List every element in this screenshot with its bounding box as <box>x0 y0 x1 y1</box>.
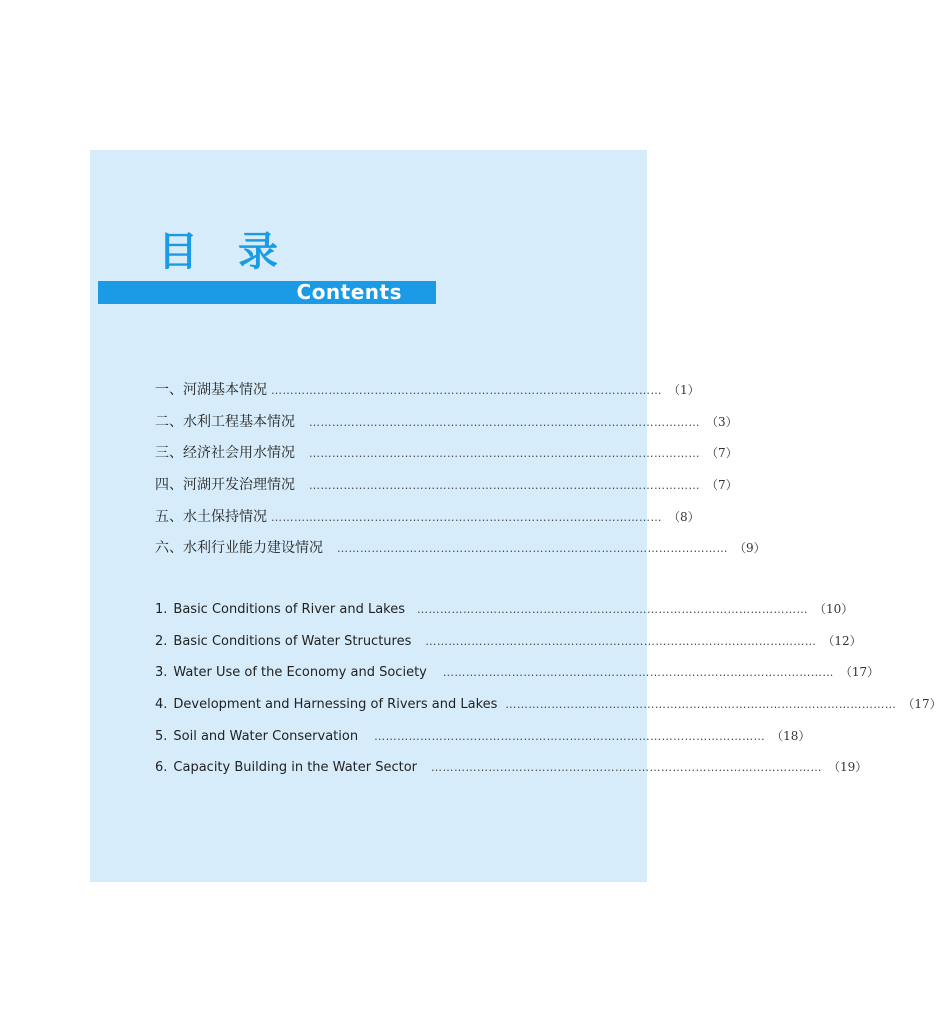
toc-entry-page: （8） <box>668 509 700 524</box>
toc-entry-number: 1. <box>155 602 168 617</box>
toc-entry[interactable] <box>155 662 880 694</box>
toc-entry-label: Soil and Water Conservation <box>173 728 359 744</box>
toc-entry[interactable] <box>155 599 854 631</box>
page-title-english: Contents <box>296 280 402 304</box>
toc-entry[interactable] <box>155 412 738 444</box>
toc-entry-label: 五、水土保持情况 <box>155 508 267 525</box>
toc-entry-label: Development and Harnessing of Rivers and Lakes <box>173 697 498 713</box>
toc-entry-page: （17） <box>839 665 880 680</box>
toc-entry-number: 6. <box>155 760 168 776</box>
toc-entry-label: 六、水利行业能力建设情况 <box>155 540 323 557</box>
toc-entry-page: （1） <box>668 383 700 397</box>
dot-leader: ………………………………………………………………………………………… <box>442 666 834 680</box>
dot-leader: ………………………………………………………………………………………… <box>425 634 817 648</box>
toc-entry-page: （3） <box>706 414 738 429</box>
toc-entry-number: 5. <box>155 728 168 744</box>
dot-leader: ………………………………………………………………………………………… <box>309 415 700 429</box>
dot-leader: ………………………………………………………………………………………… <box>417 603 809 616</box>
dot-leader: ………………………………………………………………………………………… <box>309 479 700 493</box>
toc-entry-label: Basic Conditions of Water Structures <box>173 633 412 649</box>
toc-entry-page: （7） <box>706 446 738 461</box>
toc-entry-page: （17） <box>902 697 942 712</box>
toc-entry[interactable] <box>155 538 766 570</box>
toc-entry-label: Basic Conditions of River and Lakes <box>173 602 406 617</box>
page-title-chinese: 目 录 <box>158 228 278 275</box>
toc-entry-page: （9） <box>734 541 766 556</box>
toc-entry[interactable] <box>155 507 700 539</box>
dot-leader: ………………………………………………………………………………………… <box>309 447 700 461</box>
toc-entry[interactable] <box>155 757 868 789</box>
toc-entry-page: （19） <box>828 760 868 775</box>
toc-entry[interactable] <box>155 380 700 412</box>
toc-entry-number: 2. <box>155 633 168 649</box>
toc-entry-number: 3. <box>155 665 168 681</box>
toc-entry-label: 一、河湖基本情况 <box>155 382 267 398</box>
toc-entry[interactable] <box>155 443 738 475</box>
dot-leader: ………………………………………………………………………………………… <box>431 761 823 775</box>
toc-entry-page: （10） <box>814 602 854 616</box>
dot-leader: ………………………………………………………………………………………… <box>505 698 897 712</box>
toc-entry[interactable] <box>155 475 738 507</box>
toc-entry[interactable] <box>155 631 862 663</box>
dot-leader: ………………………………………………………………………………………… <box>271 510 662 524</box>
toc-english <box>155 599 942 789</box>
toc-entry-number: 4. <box>155 697 168 713</box>
dot-leader: ………………………………………………………………………………………… <box>271 384 662 397</box>
toc-entry-label: Water Use of the Economy and Society <box>173 665 427 681</box>
toc-entry-label: 三、经济社会用水情况 <box>155 445 295 462</box>
toc-entry-page: （18） <box>771 728 811 743</box>
toc-chinese <box>155 380 766 570</box>
contents-banner <box>98 281 436 304</box>
toc-entry[interactable] <box>155 726 811 758</box>
toc-entry-label: 四、河湖开发治理情况 <box>155 477 295 494</box>
toc-entry-page: （7） <box>706 478 738 493</box>
toc-entry[interactable] <box>155 694 942 726</box>
toc-entry-page: （12） <box>822 633 862 648</box>
toc-entry-label: Capacity Building in the Water Sector <box>173 760 418 776</box>
dot-leader: ………………………………………………………………………………………… <box>374 729 766 743</box>
dot-leader: ………………………………………………………………………………………… <box>337 542 728 556</box>
toc-entry-label: 二、水利工程基本情况 <box>155 413 295 430</box>
